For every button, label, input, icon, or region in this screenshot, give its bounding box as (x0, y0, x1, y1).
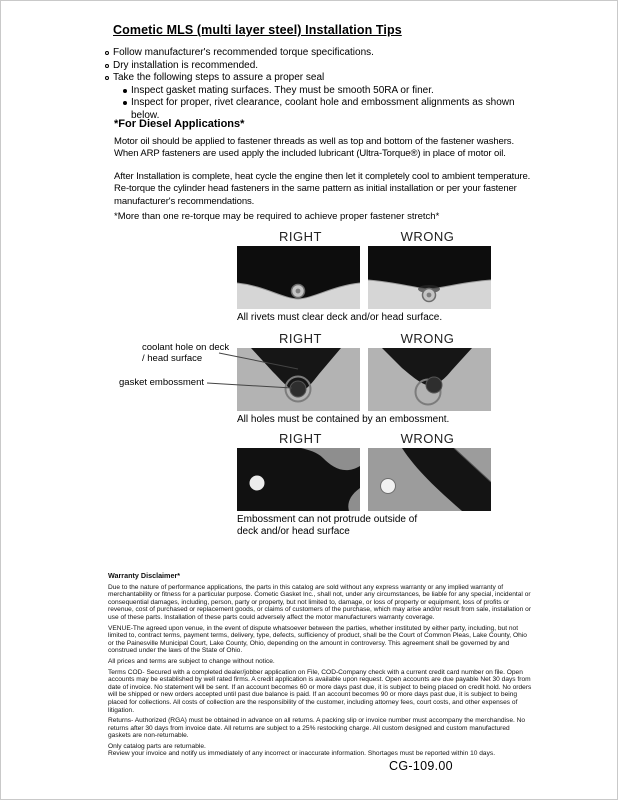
sub-tip-text: Inspect gasket mating surfaces. They must be smooth 50RA or finer. (131, 84, 434, 96)
tip-text: Dry installation is recommended. (113, 59, 259, 71)
tip-text: Follow manufacturer's recommended torque specifications. (113, 47, 374, 58)
diagram-embossment-protrusion (237, 431, 491, 537)
diesel-paragraph-2: After Installation is complete, heat cycle the engine then let it completely cool to ambient temperature. Re-torque the cylinder head fasteners in the same pattern as initial installation or per your fastener manufacturer's recommendations. (114, 171, 531, 207)
filled-bullet-icon (123, 101, 127, 105)
sub-tip-text: Inspect for proper, rivet clearance, coolant hole and embossment alignments as shown below. (131, 97, 515, 121)
sub-list-item (123, 85, 529, 98)
warranty-paragraph: All prices and terms are subject to change without notice. (108, 657, 275, 665)
gasket-embossment-annotation: gasket embossment (119, 377, 205, 388)
list-item (105, 72, 529, 85)
coolant-hole-annotation: coolant hole on deck / head surface (142, 342, 230, 364)
diesel-paragraph-1: Motor oil should be applied to fastener threads as well as top and bottom of the fastener washers. When ARP fasteners are used apply the included lubricant (Ultra-Torque®) in place of motor oil. (114, 136, 514, 160)
warranty-heading: Warranty Disclaimer* (108, 571, 181, 580)
open-bullet-icon (105, 64, 109, 68)
open-bullet-icon (105, 76, 109, 80)
diesel-applications-heading: *For Diesel Applications* (114, 118, 245, 130)
filled-bullet-icon (123, 89, 127, 93)
diagram-caption: Embossment can not protrude outside of deck and/or head surface (237, 514, 418, 537)
right-wrong-labels (237, 229, 491, 244)
right-wrong-labels (237, 431, 491, 446)
warranty-disclaimer (108, 572, 532, 758)
warranty-paragraph: Review your invoice and notify us immediately of any incorrect or inaccurate information. Shortages must be reported within 10 days. (108, 750, 496, 758)
diagram-caption: All holes must be contained by an embossment. (237, 414, 450, 425)
protrusion-right-image (237, 448, 360, 511)
right-label: RIGHT (279, 331, 322, 346)
tip-text: Take the following steps to assure a proper seal (113, 72, 325, 83)
page-title: Cometic MLS (multi layer steel) Installation Tips (113, 23, 402, 37)
embossment-wrong-image (368, 348, 491, 411)
right-label: RIGHT (279, 229, 322, 244)
right-label: RIGHT (279, 431, 322, 446)
diagram-hole-embossment (237, 331, 491, 425)
diagram-panels (237, 348, 491, 411)
protrusion-wrong-image (368, 448, 491, 511)
diagram-caption: All rivets must clear deck and/or head surface. (237, 312, 443, 323)
diagram-panels (237, 448, 491, 511)
rivet-right-image (237, 246, 360, 309)
list-item (105, 60, 529, 73)
embossment-right-image (237, 348, 360, 411)
page-number: CG-109.00 (389, 759, 453, 773)
diagram-panels (237, 246, 491, 309)
diagram-rivet-clearance (237, 229, 491, 323)
retorque-note: *More than one re-torque may be required to achieve proper fastener stretch* (114, 211, 440, 222)
warranty-paragraph: Due to the nature of performance applications, the parts in this catalog are sold without any express warranty or any implied warranty of merchantability or fitness for a particular purpose. Cometic Gasket Inc., shall not, under any circumstances, be liable for any special, incidental or consequential damages, including, person, party or property, but not limited to, damage, or loss of property or equipment, loss of profits or revenue, cost of purchased or replacement goods, or claims of customers of the purchase, which may arise and/or result from sale, installation or use of these parts. Installation of these parts could adversely affect the motor manufacturers warranty coverage. (108, 583, 531, 621)
wrong-label: WRONG (400, 229, 455, 244)
warranty-paragraph: Terms COD- Secured with a completed dealer/jobber application on File, COD-Company check with a current credit card number on file. Open accounts may be established by well rated firms. A credit application is available upon request. Open accounts are due payable Net 30 days from date of invoice. No statement will be sent. If an account becomes 60 or more days past due, it is subject to being placed on credit hold. No orders will be shipped or new orders accepted until past due balance is paid. If an account becomes 90 or more days past due, it is subject to being placed for collections. All costs of collection are the responsibility of the customer, including attorney fees, court costs, and other expenses of litigation. (108, 668, 532, 714)
installation-tips-list (105, 47, 529, 122)
rivet-wrong-image (368, 246, 491, 309)
list-item (105, 47, 529, 60)
warranty-paragraph: Returns- Authorized (RGA) must be obtained in advance on all returns. A packing slip or invoice number must accompany the merchandise. No returns after 30 days from invoice date. All returns are subject to a 25% restocking charge. All custom designed and custom manufactured gaskets are non-returnable. (108, 717, 526, 740)
right-wrong-labels (237, 331, 491, 346)
wrong-label: WRONG (400, 331, 455, 346)
warranty-paragraph: Only catalog parts are returnable. (108, 742, 206, 750)
warranty-paragraph: VENUE-The agreed upon venue, in the event of dispute whatsoever between the parties, whether instituted by either party, including, but not limited to, contract terms, payment terms, delivery, type, defects, sufficiency of product, shall be the Court of Common Pleas, Lake County, Ohio or the Painesville Municipal Court, Lake County, Ohio, depending on the amount in controversy. This agreement shall be governed by and construed under the laws of the State of Ohio. (108, 624, 527, 655)
open-bullet-icon (105, 51, 109, 55)
wrong-label: WRONG (400, 431, 455, 446)
